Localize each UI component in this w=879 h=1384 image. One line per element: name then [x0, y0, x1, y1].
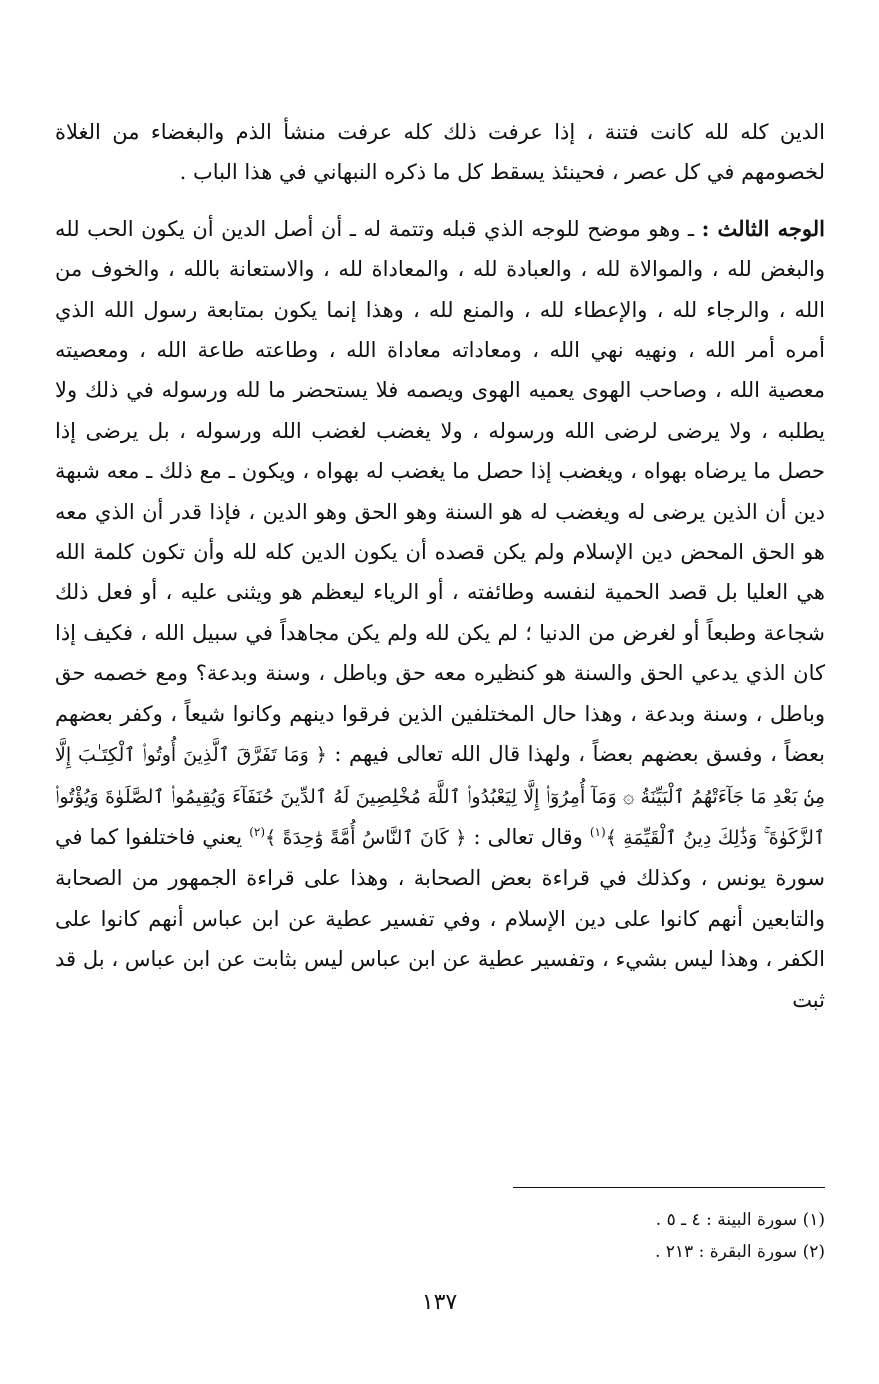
page-number: ١٣٧ — [421, 1290, 458, 1315]
footnote: (١) سورة البينة : ٤ ـ ٥ . — [655, 1210, 825, 1230]
paragraph-1: الدين كله لله كانت فتنة ، إذا عرفت ذلك كله عرفت منشأ الذم والبغضاء من الغلاة لخصومهم في كل عصر ، فحينئذ يسقط كل ما ذكره النبهاني في هذا الباب . — [55, 120, 825, 185]
paragraph-text: يعني فاختلفوا كما في سورة يونس ، وكذلك في قراءة بعض الصحابة ، وهذا على قراءة الجمهور من الصحابة والتابعين أنهم كانوا على دين الإسلام ، وفي تفسير عطية عن ابن عباس أنهم كانوا على الكفر ، وهذا ليس بشيء ، وتفسير عطية عن ابن عباس ليس بثابت عن ابن عباس ، بل قد ثبت — [55, 824, 825, 1012]
footnotes — [55, 1204, 825, 1268]
footnote: (٢) سورة البقرة : ٢١٣ . — [654, 1242, 825, 1262]
main-text — [55, 112, 825, 1020]
quran-verse: ﴿ كَانَ ٱلنَّاسُ أُمَّةً وَٰحِدَةً ﴾ — [265, 826, 467, 849]
quran-verse: ﴿ وَمَا تَفَرَّقَ ٱلَّذِينَ أُوتُوا۟ ٱلْكِتَـٰبَ إِلَّا مِنۢ بَعْدِ مَا جَآءَتْهُمُ ٱلْبَيِّنَةُ ۞ وَمَآ أُمِرُوٓا۟ إِلَّا لِيَعْبُدُوا۟ ٱللَّهَ مُخْلِصِينَ لَهُ ٱلدِّينَ حُنَفَآءَ وَيُقِيمُوا۟ ٱلصَّلَوٰةَ وَيُؤْتُوا۟ ٱلزَّكَوٰةَ ۚ وَذَٰلِكَ دِينُ ٱلْقَيِّمَةِ ﴾ — [55, 744, 825, 849]
footnote-reference: (٢) — [249, 824, 266, 839]
footnote-reference: (١) — [589, 824, 606, 839]
paragraph-2 — [55, 209, 825, 1020]
paragraph-text: ـ وهو موضح للوجه الذي قبله وتتمة له ـ أن أصل الدين أن يكون الحب لله والبغض لله ، والموالاة لله ، والعبادة لله ، والمعاداة لله ، والاستعانة بالله ، والخوف من الله ، والرجاء لله ، والإعطاء لله ، والمنع لله ، وهذا إنما يكون بمتابعة رسول الله الذي أمره أمر الله ، ونهيه نهي الله ، ومعاداته معاداة الله ، وطاعته طاعة الله ، ومعصيته معصية الله ، وصاحب الهوى يعميه الهوى ويصمه فلا يستحضر ما لله ورسوله في ذلك ولا يطلبه ، ولا يرضى لرضى الله ورسوله ، ولا يغضب لغضب الله ورسوله ، بل يرضى إذا حصل ما يرضاه بهواه ، ويغضب إذا حصل ما يغضب له بهواه ، ويكون ـ مع ذلك ـ معه شبهة دين أن الذين يرضى له ويغضب له هو السنة وهو الحق وهو الدين ، فإذا قدر أن الذي معه هو الحق المحض دين الإسلام ولم يكن قصده أن يكون الدين كله لله وأن تكون كلمة الله هي العليا بل قصد الحمية لنفسه وطائفته ، أو الرياء ليعظم هو ويثنى عليه ، أو فعل ذلك شجاعة وطبعاً أو لغرض من الدنيا ؛ لم يكن لله ولم يكن مجاهداً في سبيل الله ، فكيف إذا كان الذي يدعي الحق والسنة هو كنظيره معه حق وباطل ، وسنة وبدعة؟ ومع خصمه حق وباطل ، وسنة وبدعة ، وهذا حال المختلفين الذين فرقوا دينهم وكانوا شيعاً ، وكفر بعضهم بعضاً ، وفسق بعضهم بعضاً ، ولهذا قال الله تعالى فيهم : — [55, 216, 825, 767]
footnote-divider — [513, 1187, 825, 1188]
paragraph-text: وقال تعالى : — [466, 824, 590, 849]
section-heading: الوجه الثالث : — [701, 215, 826, 241]
